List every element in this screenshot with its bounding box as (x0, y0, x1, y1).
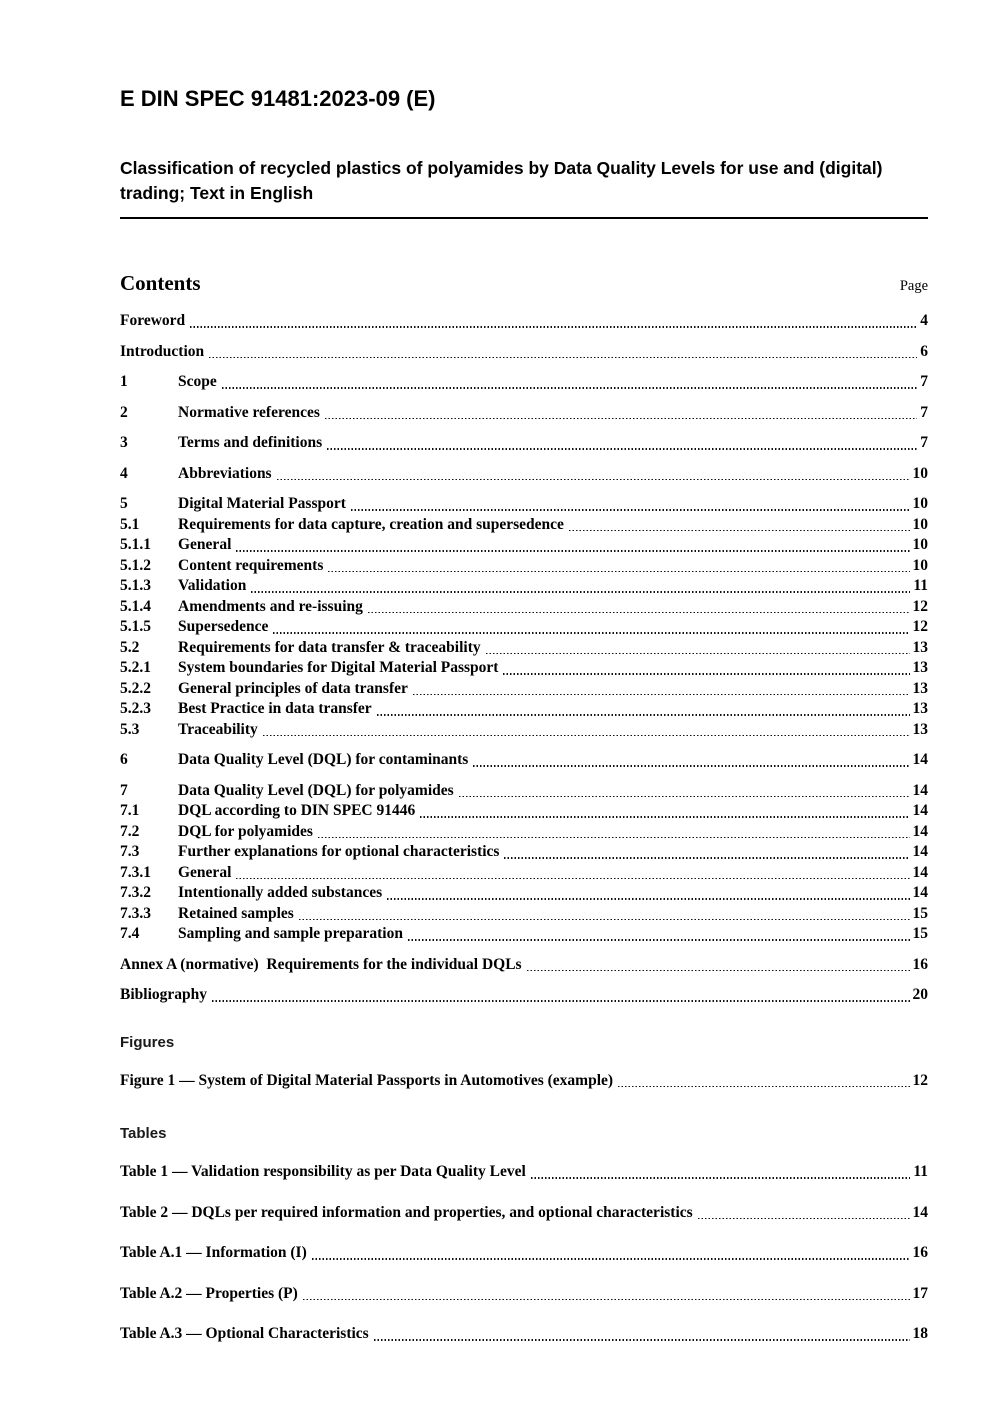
toc-entry-title: Foreword (120, 312, 186, 330)
toc-dot-leader (387, 898, 909, 900)
toc-entry (120, 372, 928, 393)
toc-entry-page: 10 (912, 464, 928, 482)
toc-entry-number: 7.1 (120, 802, 140, 820)
toc-dot-leader (318, 836, 910, 838)
toc-entry-title: Figure 1 — System of Digital Material Passports in Automotives (example) (120, 1071, 614, 1089)
toc-dot-leader (212, 1000, 910, 1002)
toc-entry-title: System boundaries for Digital Material Passport (178, 659, 499, 677)
toc-entry-page: 12 (912, 618, 928, 636)
toc-entry-page: 13 (912, 700, 928, 718)
toc-dot-leader (327, 448, 917, 450)
toc-dot-leader (328, 570, 909, 572)
toc-entry-title: Traceability (178, 720, 258, 738)
toc-entry (120, 801, 928, 822)
toc-dot-leader (303, 1298, 910, 1300)
toc-entry-title: Annex A (normative) Requirements for the individual DQLs (120, 955, 522, 973)
doc-code: E DIN SPEC 91481:2023-09 (E) (120, 86, 436, 111)
toc-entry (120, 955, 928, 976)
toc-entry (120, 535, 928, 556)
toc-entry-page: 10 (912, 556, 928, 574)
toc-dot-leader (473, 765, 909, 767)
toc-entry-number: 5.1 (120, 515, 140, 533)
toc-entry (120, 1203, 928, 1224)
toc-entry-title: Intentionally added substances (178, 884, 383, 902)
toc-dot-leader (251, 591, 910, 593)
contents-heading: Contents (120, 271, 201, 296)
toc-entry-page: 16 (912, 955, 928, 973)
toc-entry (120, 781, 928, 802)
toc-dot-leader (190, 326, 917, 328)
toc-dot-leader (368, 611, 910, 613)
toc-dot-leader (377, 714, 910, 716)
toc-entry-page: 14 (912, 863, 928, 881)
toc-dot-leader (459, 795, 910, 797)
toc-dot-leader (312, 1258, 910, 1260)
toc-dot-leader (263, 734, 910, 736)
toc-figures-list (120, 1071, 928, 1092)
toc-entry-page: 20 (912, 986, 928, 1004)
toc-entry-number: 7.3.3 (120, 904, 151, 922)
toc-entry-number: 7.2 (120, 822, 140, 840)
toc-entry-number: 7.3.2 (120, 884, 151, 902)
toc-dot-leader (420, 816, 909, 818)
toc-dot-leader (503, 673, 909, 675)
toc-entry (120, 311, 928, 332)
toc-tables-list (120, 1162, 928, 1345)
toc-dot-leader (273, 632, 909, 634)
toc-dot-leader (618, 1085, 909, 1087)
toc-dot-leader (277, 478, 910, 480)
toc-entry (120, 1162, 928, 1183)
toc-entry-title: Requirements for data transfer & traceability (178, 638, 481, 656)
doc-title: Classification of recycled plastics of polyamides by Data Quality Levels for use and (digital) trading; Text in English (120, 156, 928, 219)
toc-dot-leader (486, 652, 910, 654)
toc-entry-number: 7.4 (120, 925, 140, 943)
toc-entry (120, 679, 928, 700)
toc-entry-title: Table 2 — DQLs per required information and properties, and optional characteristics (120, 1203, 693, 1221)
toc-entry (120, 617, 928, 638)
toc-entry-title: General (178, 536, 232, 554)
toc-entry (120, 1071, 928, 1092)
toc-entry-title: Content requirements (178, 556, 324, 574)
toc-dot-leader (569, 529, 910, 531)
toc-dot-leader (222, 387, 918, 389)
toc-entry-number: 5.2.3 (120, 700, 151, 718)
toc-entry-number: 5 (120, 495, 128, 513)
toc-entry-page: 10 (912, 536, 928, 554)
toc-entry-page: 13 (912, 638, 928, 656)
toc-entry-title: Validation (178, 577, 247, 595)
toc-entry (120, 576, 928, 597)
toc-entry-page: 12 (912, 597, 928, 615)
toc-entry (120, 464, 928, 485)
toc-entry-number: 5.2 (120, 638, 140, 656)
toc-entry-title: Table A.2 — Properties (P) (120, 1284, 298, 1302)
toc-dot-leader (236, 550, 909, 552)
toc-entry-page: 14 (912, 802, 928, 820)
toc-entry (120, 638, 928, 659)
toc-entry-title: DQL for polyamides (178, 822, 313, 840)
toc-entry (120, 494, 928, 515)
toc-list (120, 311, 928, 1006)
toc-entry-page: 7 (920, 434, 928, 452)
toc-entry-number: 5.3 (120, 720, 140, 738)
toc-dot-leader (531, 1177, 911, 1179)
toc-entry-page: 13 (912, 659, 928, 677)
toc-entry-title: Digital Material Passport (178, 495, 346, 513)
toc-entry-title: Scope (178, 373, 217, 391)
toc-dot-leader (209, 356, 917, 358)
toc-entry-page: 15 (912, 904, 928, 922)
toc-entry-number: 1 (120, 373, 128, 391)
toc-dot-leader (299, 918, 910, 920)
toc-entry (120, 1243, 928, 1264)
toc-entry (120, 883, 928, 904)
toc-entry (120, 842, 928, 863)
tables-heading: Tables (120, 1125, 167, 1143)
toc-entry-page: 15 (912, 925, 928, 943)
toc-dot-leader (413, 693, 910, 695)
toc-entry-page: 13 (912, 720, 928, 738)
toc-entry-title: Table A.1 — Information (I) (120, 1244, 307, 1262)
toc-entry-page: 16 (912, 1244, 928, 1262)
toc-entry-number: 4 (120, 464, 128, 482)
toc-entry-number: 5.1.4 (120, 597, 151, 615)
toc-entry-number: 5.2.1 (120, 659, 151, 677)
toc-entry-title: General (178, 863, 232, 881)
toc-entry-page: 7 (920, 373, 928, 391)
toc-entry (120, 924, 928, 945)
toc-entry-title: Further explanations for optional characteristics (178, 843, 500, 861)
toc-entry (120, 1324, 928, 1345)
toc-entry-page: 10 (912, 495, 928, 513)
toc-entry-title: Retained samples (178, 904, 294, 922)
toc-entry-page: 14 (912, 822, 928, 840)
toc-entry-page: 7 (920, 403, 928, 421)
toc-entry-number: 7 (120, 781, 128, 799)
toc-entry-page: 14 (912, 884, 928, 902)
toc-entry (120, 342, 928, 363)
toc-entry-number: 7.3 (120, 843, 140, 861)
toc-entry-title: Sampling and sample preparation (178, 925, 403, 943)
toc-entry-title: Data Quality Level (DQL) for contaminants (178, 751, 469, 769)
toc-entry-title: Amendments and re-issuing (178, 597, 363, 615)
toc-entry-page: 18 (912, 1325, 928, 1343)
toc-entry (120, 597, 928, 618)
toc-entry (120, 720, 928, 741)
toc-entry-number: 5.2.2 (120, 679, 151, 697)
toc-entry (120, 403, 928, 424)
toc-entry-number: 5.1.5 (120, 618, 151, 636)
toc-entry-title: Abbreviations (178, 464, 272, 482)
toc-dot-leader (408, 939, 910, 941)
toc-entry-title: Table 1 — Validation responsibility as per Data Quality Level (120, 1163, 526, 1181)
toc-entry (120, 1284, 928, 1305)
toc-dot-leader (374, 1339, 910, 1341)
toc-entry-page: 14 (912, 751, 928, 769)
page-column-label: Page (899, 278, 928, 295)
toc-entry (120, 822, 928, 843)
toc-dot-leader (504, 857, 909, 859)
contents-header-row (120, 271, 928, 296)
toc-entry-page: 11 (913, 577, 928, 595)
toc-entry-title: Requirements for data capture, creation and supersedence (178, 515, 564, 533)
toc-entry-page: 11 (913, 1163, 928, 1181)
toc-entry-title: Terms and definitions (178, 434, 323, 452)
toc-entry-title: Best Practice in data transfer (178, 700, 372, 718)
toc-entry-number: 6 (120, 751, 128, 769)
toc-entry-title: General principles of data transfer (178, 679, 408, 697)
toc-entry-page: 10 (912, 515, 928, 533)
toc-dot-leader (236, 877, 909, 879)
toc-entry-number: 5.1.2 (120, 556, 151, 574)
toc-entry-title: Introduction (120, 342, 205, 360)
toc-dot-leader (351, 509, 910, 511)
toc-entry-title: DQL according to DIN SPEC 91446 (178, 802, 416, 820)
toc-entry (120, 433, 928, 454)
toc-entry-number: 5.1.1 (120, 536, 151, 554)
toc-entry-page: 14 (912, 843, 928, 861)
toc-entry-page: 14 (912, 1203, 928, 1221)
toc-entry-title: Data Quality Level (DQL) for polyamides (178, 781, 454, 799)
toc-entry (120, 515, 928, 536)
toc-entry (120, 985, 928, 1006)
toc-entry-page: 6 (920, 342, 928, 360)
toc-entry (120, 863, 928, 884)
toc-entry-page: 14 (912, 781, 928, 799)
toc-dot-leader (325, 417, 917, 419)
toc-entry (120, 699, 928, 720)
toc-entry (120, 750, 928, 771)
toc-dot-leader (527, 969, 910, 971)
toc-entry-number: 2 (120, 403, 128, 421)
toc-entry (120, 556, 928, 577)
toc-entry-page: 4 (920, 312, 928, 330)
toc-entry (120, 904, 928, 925)
toc-entry-page: 12 (912, 1071, 928, 1089)
toc-entry-number: 5.1.3 (120, 577, 151, 595)
toc-entry-number: 7.3.1 (120, 863, 151, 881)
figures-heading: Figures (120, 1033, 175, 1051)
toc-entry-title: Table A.3 — Optional Characteristics (120, 1325, 369, 1343)
toc-entry (120, 658, 928, 679)
toc-entry-title: Bibliography (120, 986, 207, 1004)
toc-entry-page: 13 (912, 679, 928, 697)
toc-entry-number: 3 (120, 434, 128, 452)
toc-dot-leader (698, 1217, 910, 1219)
toc-entry-title: Supersedence (178, 618, 269, 636)
toc-entry-page: 17 (912, 1284, 928, 1302)
toc-entry-title: Normative references (178, 403, 320, 421)
